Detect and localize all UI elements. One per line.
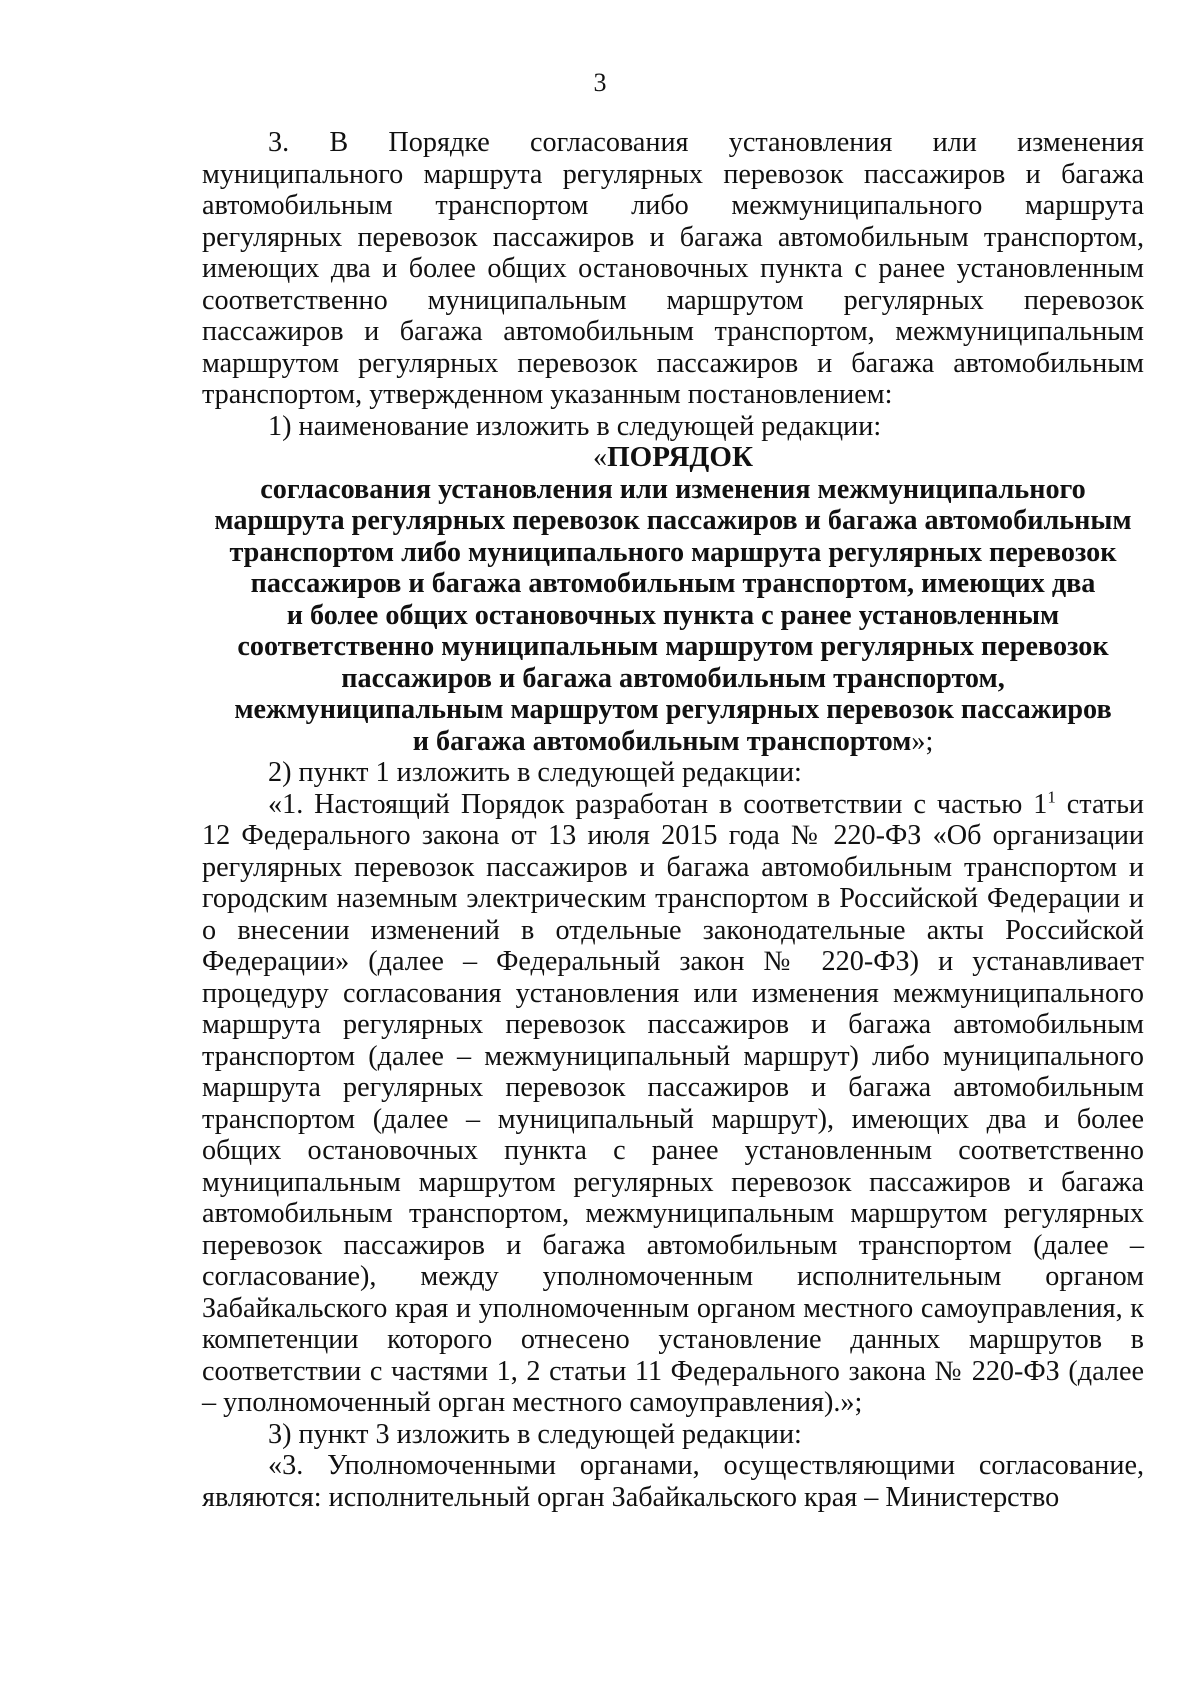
section-3-intro: 3. В Порядке согласования установления или изменения муниципального маршрута регулярных перевозок пассажиров и багажа автомобильным транспортом либо межмуниципального маршрута регулярных перевозок пассажиров и багажа автомобильным транспортом, имеющих два и более общих остановочных пункта с ранее установленным соответственно муниципальным маршрутом регулярных перевозок пассажиров и багажа автомобильным транспортом, межмуниципальным маршрутом регулярных перевозок пассажиров и багажа автомобильным транспортом, утвержденном указанным постановлением: bbox=[202, 127, 1144, 410]
page-number: 3 bbox=[593, 68, 607, 97]
order-title-line: согласования установления или изменения межмуниципального bbox=[260, 473, 1086, 505]
order-title bbox=[202, 442, 1144, 757]
order-title-line: соответственно муниципальным маршрутом регулярных перевозок bbox=[237, 631, 1109, 662]
open-quote: « bbox=[593, 442, 608, 473]
item-2-text-rest: статьи 12 Федерального закона от 13 июля 2015 года № 220-ФЗ «Об организации регулярных перевозок пассажиров и багажа автомобильным транспортом и городским наземным электрическим транспортом в Российской Федерации и о внесении изменений в отдельные законодательные акты Российской Федерации» (далее – Федеральный закон № 220-ФЗ) и устанавливает процедуру согласования установления или изменения межмуниципального маршрута регулярных перевозок пассажиров и багажа автомобильным транспортом (далее – межмуниципальный маршрут) либо муниципального маршрута регулярных перевозок пассажиров и багажа автомобильным транспортом (далее – муниципальный маршрут), имеющих два и более общих остановочных пункта с ранее установленным соответственно муниципальным маршрутом регулярных перевозок пассажиров и багажа автомобильным транспортом, межмуниципальным маршрутом регулярных перевозок пассажиров и багажа автомобильным транспортом (далее – согласование), между уполномоченным исполнительным органом Забайкальского края и уполномоченным органом местного самоуправления, к компетенции которого отнесено установление данных маршрутов в соответствии с частями 1, 2 статьи 11 Федерального закона № 220-ФЗ (далее – уполномоченный орган местного самоуправления).»; bbox=[202, 788, 1145, 1418]
superscript: 1 bbox=[1047, 787, 1056, 807]
order-title-line: пассажиров и багажа автомобильным транспортом, bbox=[341, 662, 1005, 694]
order-title-last-line bbox=[202, 726, 1144, 758]
order-title-line: межмуниципальным маршрутом регулярных перевозок пассажиров bbox=[234, 694, 1112, 725]
order-title-main bbox=[202, 442, 1144, 474]
order-title-last-text: и багажа автомобильным транспортом bbox=[412, 725, 912, 757]
order-title-line: пассажиров и багажа автомобильным транспортом, имеющих два bbox=[250, 568, 1096, 599]
close-quote: »; bbox=[911, 725, 934, 757]
item-1-label: 1) наименование изложить в следующей редакции: bbox=[268, 410, 882, 442]
order-title-line: транспортом либо муниципального маршрута регулярных перевозок bbox=[229, 536, 1117, 568]
document-body bbox=[202, 127, 1144, 1513]
order-title-word: ПОРЯДОК bbox=[607, 441, 753, 473]
item-2-text-start: «1. Настоящий Порядок разработан в соответствии с частью 1 bbox=[268, 788, 1048, 820]
item-3-label: 3) пункт 3 изложить в следующей редакции: bbox=[268, 1418, 802, 1450]
order-title-line: маршрута регулярных перевозок пассажиров и багажа автомобильным bbox=[214, 505, 1132, 536]
item-2-label: 2) пункт 1 изложить в следующей редакции: bbox=[268, 757, 802, 788]
item-3-text: «3. Уполномоченными органами, осуществляющими согласование, являются: исполнительный орган Забайкальского края – Министерство bbox=[202, 1450, 1144, 1513]
order-title-line: и более общих остановочных пункта с ранее установленным bbox=[286, 599, 1060, 631]
item-2-text bbox=[202, 789, 1144, 1419]
